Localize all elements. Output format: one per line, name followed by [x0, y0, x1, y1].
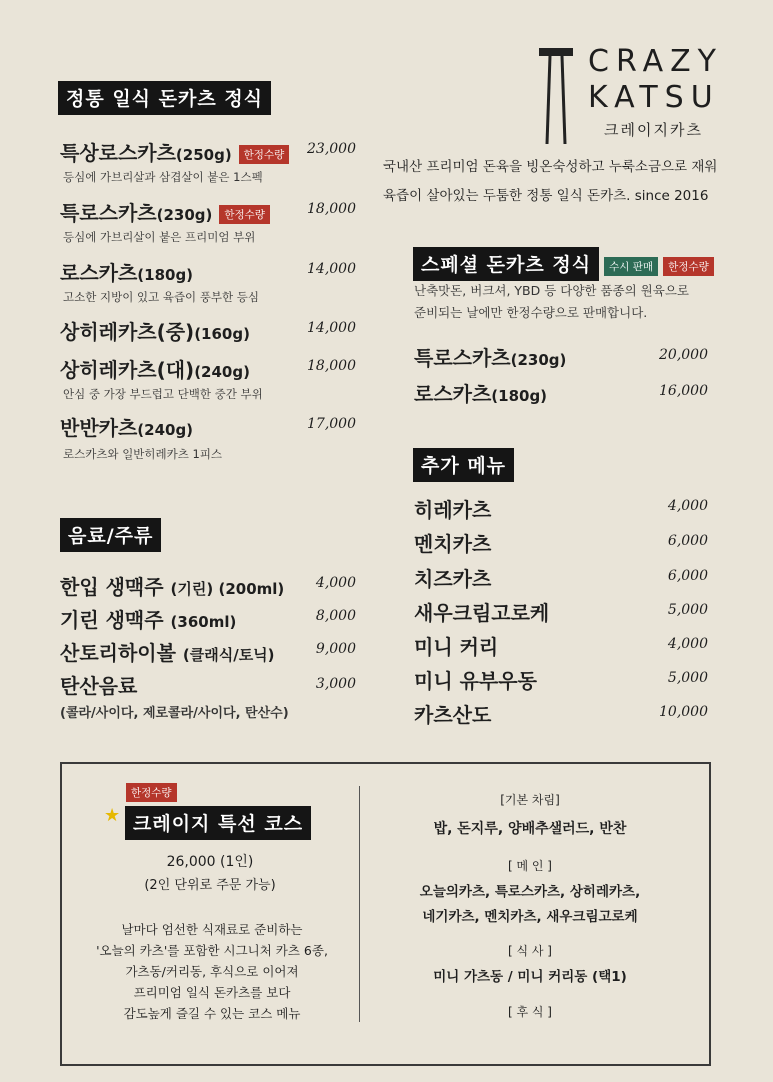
set-item-5-desc: 안심 중 가장 부드럽고 단백한 중간 부위: [63, 387, 263, 401]
extra-item-2-name: 멘치카츠: [414, 532, 492, 556]
drink-item-1-price: 4,000: [315, 575, 356, 591]
extra-item-3-price: 6,000: [667, 568, 708, 584]
course-basic-label: [기본 차림]: [500, 793, 560, 807]
extra-item-4-price: 5,000: [667, 602, 708, 618]
special-desc-1: 난축맛돈, 버크셔, YBD 등 다양한 품종의 원육으로: [414, 283, 689, 298]
drinks-note: (콜라/사이다, 제로콜라/사이다, 탄산수): [60, 706, 289, 721]
special-item-2-name: 로스카츠(180g): [414, 382, 548, 406]
extra-item-5-name: 미니 커리: [414, 635, 499, 659]
course-main-line2: 네기카츠, 멘치카츠, 새우크림고로케: [422, 909, 638, 925]
set-item-5-name: 상히레카츠(대)(240g): [60, 358, 250, 382]
brand-name-line2: KATSU: [588, 80, 720, 115]
special-item-1-price: 20,000: [659, 347, 708, 363]
course-desc-5: 감도높게 즐길 수 있는 코스 메뉴: [123, 1006, 301, 1021]
special-item-1-name: 특로스카츠(230g): [414, 346, 567, 370]
set-item-2-desc: 등심에 가브리살이 붙은 프리미엄 부위: [63, 230, 256, 244]
course-desc-3: 가츠동/커리동, 후식으로 이어져: [125, 964, 299, 979]
set-menu-title: 정통 일식 돈카츠 정식: [58, 81, 271, 115]
set-item-3-name: 로스카츠(180g): [60, 261, 194, 285]
special-desc-2: 준비되는 날에만 한정수량으로 판매합니다.: [414, 305, 648, 320]
extra-item-7-name: 카츠산도: [414, 703, 492, 727]
special-header: [413, 247, 714, 281]
brand-name-line1: CRAZY: [588, 44, 723, 79]
brand-korean-name: 크레이지카츠: [604, 121, 703, 139]
set-item-1-name: 특상로스카츠(250g) 한정수량: [60, 137, 289, 166]
drink-item-3-price: 9,000: [315, 641, 356, 657]
course-meal-items: 미니 가츠동 / 미니 커리동 (택1): [433, 969, 627, 985]
extra-item-7-price: 10,000: [659, 704, 708, 720]
course-order-note: (2인 단위로 주문 가능): [144, 878, 276, 893]
extra-item-6-name: 미니 유부우동: [414, 669, 537, 693]
extra-item-1-price: 4,000: [667, 498, 708, 514]
set-item-2-name: 특로스카츠(230g) 한정수량: [60, 197, 270, 226]
course-divider: [359, 786, 360, 1022]
drinks-title: 음료/주류: [60, 518, 161, 552]
special-item-2-price: 16,000: [659, 383, 708, 399]
drink-item-2-price: 8,000: [315, 608, 356, 624]
set-item-1-price: 23,000: [307, 141, 356, 157]
set-item-4-name: 상히레카츠(중)(160g): [60, 320, 250, 344]
course-desc-2: '오늘의 카츠'를 포함한 시그니처 카츠 6종,: [96, 943, 328, 958]
special-title: 스페셜 돈카츠 정식: [413, 247, 599, 281]
intro-line1: 국내산 프리미엄 돈육을 빙온숙성하고 누룩소금으로 재워: [383, 159, 718, 175]
course-meal-label: [ 식 사 ]: [508, 944, 552, 958]
extra-item-4-name: 새우크림고로케: [414, 601, 550, 625]
course-main-label: [ 메 인 ]: [508, 859, 552, 873]
course-limited-badge: 한정수량: [126, 782, 177, 802]
extra-item-2-price: 6,000: [667, 533, 708, 549]
extra-title: 추가 메뉴: [413, 448, 514, 482]
drink-item-4-name: 탄산음료: [60, 674, 138, 698]
course-desc-4: 프리미엄 일식 돈카츠를 보다: [133, 985, 291, 1000]
course-dessert-label: [ 후 식 ]: [508, 1005, 552, 1019]
set-item-3-price: 14,000: [307, 261, 356, 277]
drink-item-1-name: 한입 생맥주 (기린) (200ml): [60, 575, 285, 599]
course-price: 26,000 (1인): [166, 854, 254, 870]
chopsticks-logo: [536, 44, 576, 148]
extra-item-5-price: 4,000: [667, 636, 708, 652]
course-desc-1: 날마다 엄선한 식재료로 준비하는: [121, 922, 303, 937]
course-title: 크레이지 특선 코스: [125, 806, 311, 840]
set-item-6-price: 17,000: [307, 416, 356, 432]
star-icon: ★: [104, 805, 121, 826]
limited-badge: 한정수량: [239, 145, 290, 164]
intro-line2: 육즙이 살아있는 두툼한 정통 일식 돈카츠. since 2016: [383, 188, 709, 204]
set-item-3-desc: 고소한 지방이 있고 육즙이 풍부한 등심: [63, 290, 260, 304]
extra-item-1-name: 히레카츠: [414, 498, 492, 522]
limited-badge: 한정수량: [663, 257, 714, 276]
drink-item-4-price: 3,000: [315, 676, 356, 692]
drink-item-3-name: 산토리하이볼 (클래식/토닉): [60, 641, 275, 665]
set-item-2-price: 18,000: [307, 201, 356, 217]
course-main-line1: 오늘의카츠, 특로스카츠, 상히레카츠,: [419, 884, 641, 900]
limited-badge: 한정수량: [219, 205, 270, 224]
set-item-5-price: 18,000: [307, 358, 356, 374]
set-item-6-desc: 로스카츠와 일반히레카츠 1피스: [63, 447, 223, 461]
drink-item-2-name: 기린 생맥주 (360ml): [60, 608, 237, 632]
extra-item-3-name: 치즈카츠: [414, 567, 492, 591]
extra-item-6-price: 5,000: [667, 670, 708, 686]
on-demand-badge: 수시 판매: [604, 257, 658, 276]
set-item-6-name: 반반카츠(240g): [60, 416, 194, 440]
set-item-1-desc: 등심에 가브리살과 삼겹살이 붙은 1스펙: [63, 170, 263, 184]
course-basic-items: 밥, 돈지루, 양배추샐러드, 반찬: [433, 821, 627, 837]
set-item-4-price: 14,000: [307, 320, 356, 336]
